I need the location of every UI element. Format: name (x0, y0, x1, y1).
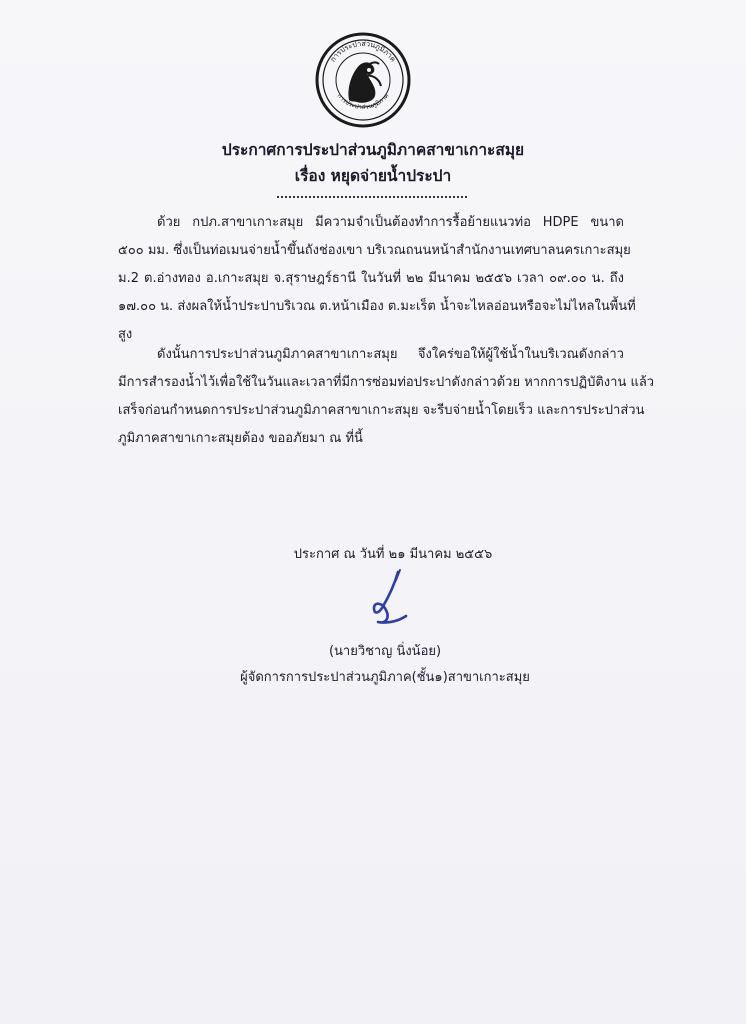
announcement-date: ประกาศ ณ วันที่ ๒๑ มีนาคม ๒๕๕๖ (293, 547, 493, 562)
paragraph-2-line: เสร็จก่อนกำหนดการประปาส่วนภูมิภาคสาขาเกาะสมุย จะรีบจ่ายน้ำโดยเร็ว และการประปาส่วน (118, 403, 645, 418)
title-divider (277, 196, 467, 198)
paragraph-1-line: สูง (118, 327, 133, 342)
paragraph-2-line: ดังนั้นการประปาส่วนภูมิภาคสาขาเกาะสมุย จึงใคร่ขอให้ผู้ใช้น้ำในบริเวณดังกล่าว (157, 347, 624, 362)
logo-text-top: การประปาส่วนภูมิภาค (328, 38, 398, 64)
paragraph-2-line: มีการสำรองน้ำไว้เพื่อใช้ในวันและเวลาที่มีการซ่อมท่อประปาดังกล่าวด้วย หากการปฏิบัติงาน แล้ว (118, 375, 655, 390)
paragraph-1-line: ม.2 ต.อ่างทอง อ.เกาะสมุย จ.สุราษฎร์ธานี ในวันที่ ๒๒ มีนาคม ๒๕๕๖ เวลา ๐๙.๐๐ น. ถึง (118, 271, 624, 286)
paragraph-1-line: ๑๗.๐๐ น. ส่งผลให้น้ำประปาบริเวณ ต.หน้าเมือง ต.มะเร็ต น้ำจะไหลอ่อนหรือจะไม่ไหลในพื้นที่ (118, 299, 636, 314)
announcement-title: ประกาศการประปาส่วนภูมิภาคสาขาเกาะสมุย (221, 141, 525, 159)
announcement-subject: เรื่อง หยุดจ่ายน้ำประปา (294, 167, 452, 185)
paragraph-2-line: ภูมิภาคสาขาเกาะสมุยต้อง ขออภัยมา ณ ที่นี้ (118, 431, 363, 446)
logo-text-bottom: การประปาส่วนภูมิภาค (335, 92, 391, 111)
signature-icon (360, 568, 420, 630)
paragraph-1-line: ด้วย กปภ.สาขาเกาะสมุย มีความจำเป็นต้องทำการรื้อย้ายแนวท่อ HDPE ขนาด (157, 215, 624, 230)
signer-name: (นายวิชาญ นิ่งน้อย) (328, 644, 442, 659)
organization-logo-icon (313, 30, 413, 130)
paragraph-1-line: ๕๐๐ มม. ซึ่งเป็นท่อเมนจ่ายน้ำขึ้นถังช่องเขา บริเวณถนนหน้าสำนักงานเทศบาลนครเกาะสมุย (118, 243, 631, 258)
signer-position: ผู้จัดการการประปาส่วนภูมิภาค(ชั้น๑)สาขาเกาะสมุย (240, 670, 530, 685)
